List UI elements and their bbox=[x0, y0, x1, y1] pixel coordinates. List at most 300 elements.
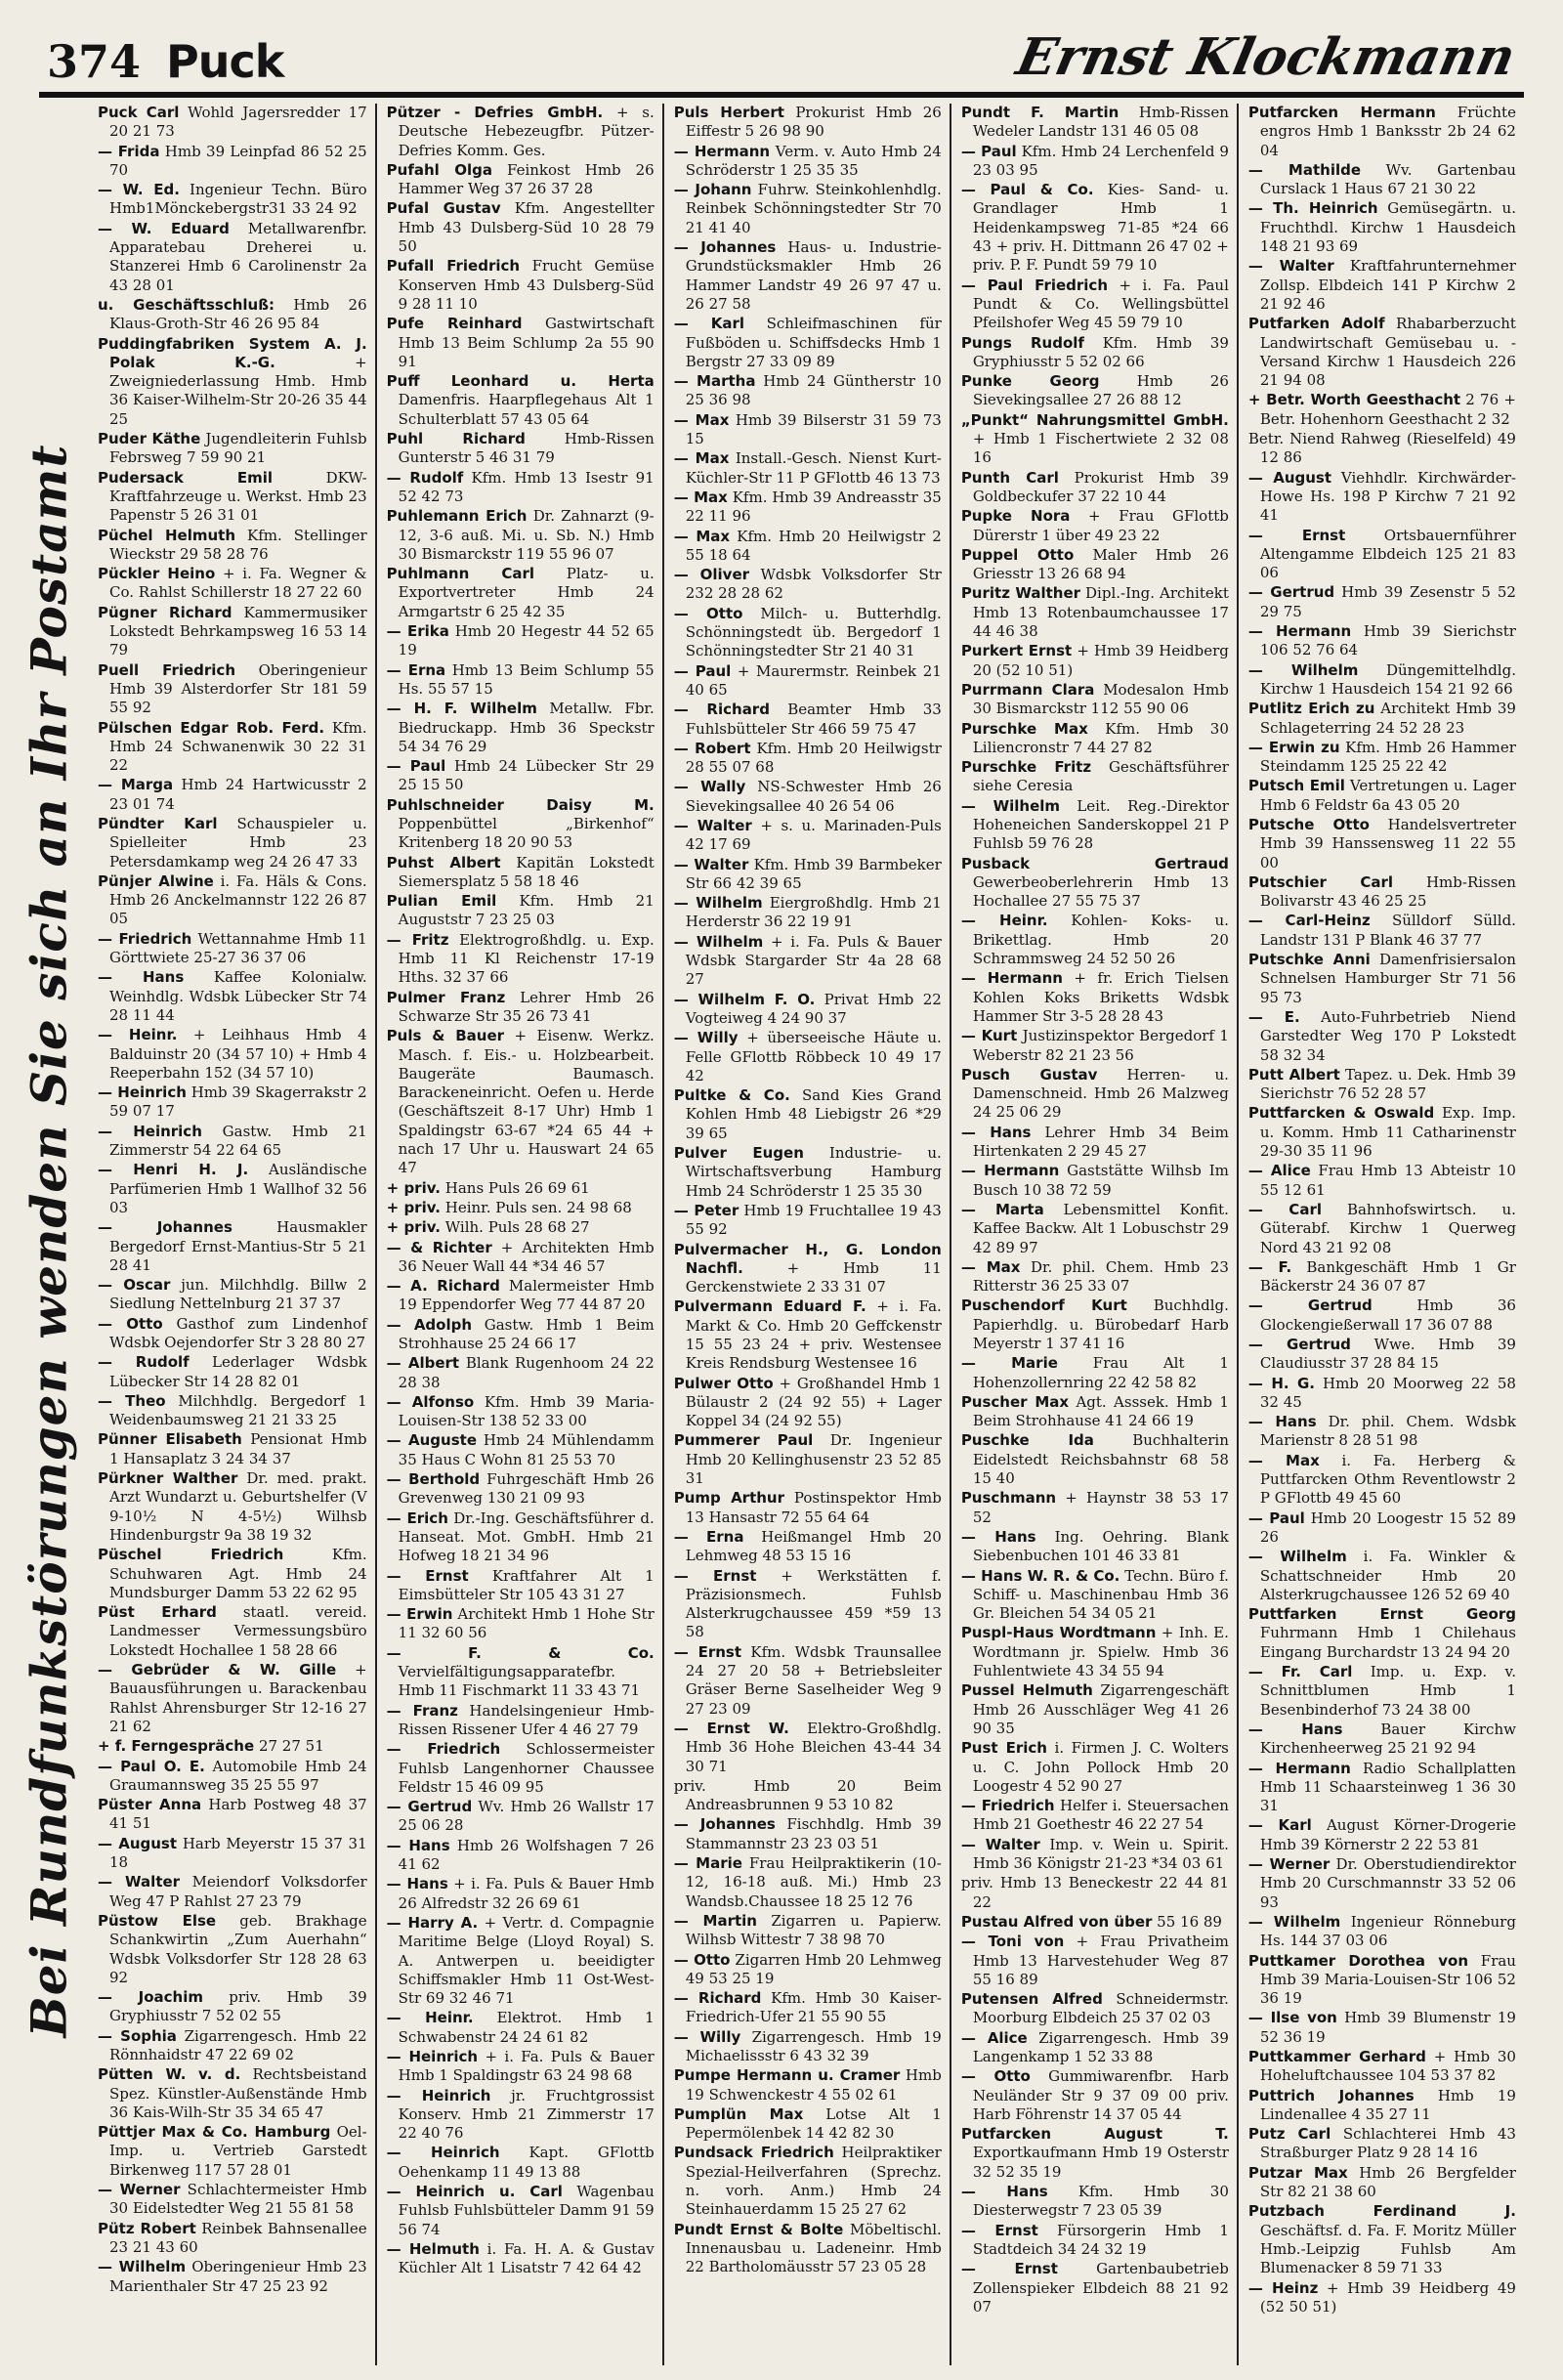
entry-name: — Hans bbox=[1247, 1720, 1343, 1738]
directory-entry bbox=[1248, 1066, 1516, 1104]
entry-details: Dr. Zahnarzt (9-12, 3-6 auß. Mi. u. Sb. N.) Hmb 30 Bismarckstr 119 55 96 07 bbox=[398, 507, 655, 563]
entry-name: — Wilhelm F. O. bbox=[673, 990, 816, 1008]
entry-details: Hmb 20 Loogestr 15 52 89 26 bbox=[1259, 1509, 1516, 1546]
entry-name: + f. Ferngespräche bbox=[98, 1737, 255, 1756]
directory-entry bbox=[1248, 1548, 1516, 1604]
entry-name: — Ilse von bbox=[1247, 2009, 1337, 2027]
entry-name: — Willy bbox=[673, 2027, 741, 2046]
entry-name: Putt Albert bbox=[1247, 1065, 1340, 1084]
entry-name: + priv. bbox=[386, 1198, 441, 1216]
entry-name: — Hans bbox=[386, 1875, 448, 1893]
directory-entry bbox=[387, 1702, 655, 1740]
directory-entry bbox=[961, 1201, 1229, 1257]
entry-details: i. Fa. Häls & Cons. Hmb 26 Anckelmannstr 122 26 87 05 bbox=[109, 871, 367, 928]
directory-entry bbox=[387, 1393, 655, 1431]
entry-name: Pülschen Edgar Rob. Ferd. bbox=[98, 718, 325, 737]
directory-entry bbox=[387, 565, 655, 621]
entry-name: Pultke & Co. bbox=[673, 1086, 790, 1105]
directory-entry bbox=[98, 930, 367, 968]
entry-details: Wwe. Hmb 39 Claudiusstr 37 28 84 15 bbox=[1259, 1336, 1516, 1373]
entry-details: Herren- u. Damenschneid. Hmb 26 Malzweg 24 25 06 29 bbox=[972, 1065, 1229, 1122]
entry-name: Purschke Fritz bbox=[960, 758, 1092, 777]
entry-name: Putlitz Erich zu bbox=[1247, 700, 1375, 718]
directory-entry bbox=[1248, 700, 1516, 738]
entry-name: — Frida bbox=[98, 142, 160, 160]
entry-details: + i. Fa. Wegner & Co. Rahlst Schillerstr 18 27 22 60 bbox=[109, 565, 367, 602]
entry-details: + Vertr. d. Compagnie Maritime Belge (Lloyd Royal) S. A. Antwerpen u. beeidigter Schiffsmakler Hmb 11 Ost-West-Str 69 32 46 71 bbox=[398, 1913, 655, 2008]
entry-details: Früchte engros Hmb 1 Banksstr 2b 24 62 04 bbox=[1259, 104, 1516, 159]
directory-entry bbox=[674, 894, 942, 932]
directory-entry bbox=[98, 604, 367, 660]
entry-details: Betr. Niend Rahweg (Rieselfeld) 49 12 86 bbox=[1247, 430, 1516, 467]
entry-details: Schneidermstr. Moorburg Elbdeich 25 37 02 03 bbox=[972, 1990, 1229, 2027]
directory-entry bbox=[98, 968, 367, 1025]
entry-details: Pensionat Hmb 1 Hansaplatz 3 24 34 37 bbox=[109, 1430, 367, 1467]
directory-entry bbox=[98, 2027, 367, 2065]
entry-name: + priv. bbox=[386, 1178, 441, 1197]
directory-entry bbox=[961, 1624, 1229, 1680]
entry-details: i. Fa. Winkler & Schattschneider Hmb 20 Alsterkrugchaussee 126 52 69 40 bbox=[1259, 1548, 1516, 1603]
entry-name: Puttfarken Ernst Georg bbox=[1247, 1605, 1516, 1624]
entry-details: Wettannahme Hmb 11 Görttwiete 25-27 36 37 06 bbox=[109, 929, 367, 967]
entry-details: Exportkaufmann Hmb 19 Osterstr 32 52 35 19 bbox=[972, 2144, 1229, 2181]
entry-details: 2 76 + Betr. Hohenhorn Geesthacht 2 32 bbox=[1259, 391, 1516, 428]
directory-entry bbox=[674, 1854, 942, 1911]
entry-details: Kfm. Hmb 30 Diesterwegstr 7 23 05 39 bbox=[972, 2183, 1229, 2220]
entry-name: Puttrich Johannes bbox=[1247, 2086, 1415, 2104]
entry-name: Pufal Gustav bbox=[386, 199, 501, 218]
directory-entry bbox=[1248, 2009, 1516, 2047]
entry-name: — Robert bbox=[673, 739, 751, 757]
entry-name: + priv. bbox=[386, 1218, 441, 1237]
entry-name: Pützer - Defries GmbH. bbox=[386, 104, 604, 121]
entry-name: — Wilhelm bbox=[1247, 660, 1359, 679]
directory-column-2 bbox=[375, 104, 662, 2365]
directory-entry bbox=[387, 507, 655, 564]
entry-details: Dr. Oberstudiendirektor Hmb 20 Curschmannstr 33 52 06 93 bbox=[1259, 1855, 1516, 1911]
directory-entry bbox=[961, 1393, 1229, 1431]
entry-name: — Marta bbox=[960, 1200, 1044, 1218]
entry-details: Sand Kies Grand Kohlen Hmb 48 Liebigstr 26 *29 39 65 bbox=[685, 1086, 942, 1142]
directory-entry bbox=[674, 315, 942, 371]
entry-details: Wv. Gartenbau Curslack 1 Haus 67 21 30 22 bbox=[1259, 160, 1516, 198]
entry-details: Kfm. Hmb 26 Hammer Steindamm 125 25 22 42 bbox=[1259, 738, 1516, 776]
entry-details: Schlossermeister Fuhlsb Langenhorner Chaussee Feldstr 15 46 09 95 bbox=[398, 1740, 655, 1796]
entry-details: Rhabarberzucht Landwirtschaft Gemüsebau u. -Versand Kirchw 1 Hausdeich 226 21 94 08 bbox=[1259, 315, 1516, 390]
entry-details: i. Fa. H. A. & Gustav Küchler Alt 1 Lisatstr 7 42 64 42 bbox=[398, 2239, 655, 2277]
directory-entry bbox=[1248, 816, 1516, 872]
entry-name: Pünner Elisabeth bbox=[98, 1430, 242, 1449]
directory-entry bbox=[1248, 2087, 1516, 2125]
entry-name: — Ernst bbox=[960, 2260, 1058, 2278]
directory-entry bbox=[1248, 951, 1516, 1007]
directory-entry bbox=[1248, 430, 1516, 468]
directory-entry bbox=[98, 1123, 367, 1161]
directory-entry bbox=[387, 2087, 655, 2144]
entry-details: Gastw. Hmb 1 Beim Strohhause 25 24 66 17 bbox=[398, 1315, 655, 1352]
entry-name: — Ernst W. bbox=[673, 1719, 789, 1737]
entry-name: — Heinrich bbox=[386, 2047, 479, 2065]
entry-name: Püstow Else bbox=[98, 1911, 217, 1930]
entry-name: Punth Carl bbox=[960, 468, 1059, 487]
directory-entry bbox=[961, 2125, 1229, 2182]
entry-details: + Architekten Hmb 36 Neuer Wall 44 *34 46 57 bbox=[398, 1238, 655, 1275]
entry-name: Puhlmann Carl bbox=[386, 565, 535, 583]
page-number: 374 bbox=[47, 35, 142, 88]
directory-entry bbox=[674, 1431, 942, 1488]
entry-details: Harb Postweg 48 37 41 51 bbox=[109, 1796, 367, 1833]
entry-name: — Oscar bbox=[98, 1276, 171, 1295]
entry-details: August Körner-Drogerie Hmb 39 Körnerstr 2 22 53 81 bbox=[1259, 1816, 1516, 1853]
directory-entry bbox=[674, 740, 942, 778]
entry-name: — Otto bbox=[960, 2067, 1031, 2086]
entry-details: Wagenbau Fuhlsb Fuhlsbütteler Damm 91 59 56 74 bbox=[398, 2183, 655, 2238]
entry-details: Kfm. Hmb 39 Andreasstr 35 22 11 96 bbox=[685, 488, 942, 526]
entry-name: Pump Arthur bbox=[673, 1489, 785, 1508]
directory-entry bbox=[961, 1296, 1229, 1353]
entry-name: Puppel Otto bbox=[960, 545, 1075, 564]
entry-name: — Werner bbox=[1247, 1855, 1331, 1874]
directory-entry bbox=[1248, 257, 1516, 314]
directory-entry bbox=[98, 2123, 367, 2180]
entry-details: Zigarrengesch. Hmb 22 Rönnhaidstr 47 22 69 02 bbox=[109, 2026, 367, 2063]
directory-entry bbox=[387, 1875, 655, 1913]
entry-name: — Karl bbox=[673, 315, 745, 333]
entry-name: Puschke Ida bbox=[960, 1431, 1094, 1450]
entry-name: — A. Richard bbox=[386, 1277, 500, 1296]
directory-entry bbox=[98, 335, 367, 429]
entry-name: — Johann bbox=[673, 181, 752, 199]
entry-name: — August bbox=[98, 1834, 178, 1852]
entry-details: Wilh. Puls 28 68 27 bbox=[444, 1218, 590, 1237]
entry-details: Hmb 39 Bilserstr 31 59 73 15 bbox=[685, 410, 942, 448]
entry-details: Ing. Oehring. Blank Siebenbuchen 101 46 33 81 bbox=[972, 1527, 1229, 1565]
directory-entry bbox=[98, 2181, 367, 2219]
entry-details: Dr. Ingenieur Hmb 20 Kellinghusenstr 23 52 85 31 bbox=[685, 1431, 942, 1488]
entry-details: Ausländische Parfümerien Hmb 1 Wallhof 32 56 03 bbox=[109, 1161, 367, 1216]
directory-entry bbox=[98, 296, 367, 334]
directory-entry bbox=[387, 854, 655, 892]
entry-details: Bahnhofswirtsch. u. Güterabf. Kirchw 1 Querweg Nord 43 21 92 08 bbox=[1259, 1200, 1516, 1256]
directory-entry bbox=[387, 2240, 655, 2278]
directory-entry bbox=[387, 622, 655, 660]
directory-entry bbox=[674, 528, 942, 566]
directory-entry bbox=[1248, 739, 1516, 777]
directory-entry bbox=[674, 2221, 942, 2277]
entry-details: Harb Meyerstr 15 37 31 18 bbox=[109, 1834, 367, 1872]
entry-details: Justizinspektor Bergedorf 1 Weberstr 82 21 23 56 bbox=[972, 1027, 1229, 1064]
directory-entry bbox=[387, 257, 655, 314]
entry-name: — Alice bbox=[1247, 1162, 1311, 1180]
entry-name: — Harry A. bbox=[386, 1913, 479, 1932]
entry-details: Zigarren Hmb 20 Lehmweg 49 53 25 19 bbox=[685, 1950, 942, 1987]
entry-name: — Marga bbox=[98, 776, 174, 794]
directory-entry bbox=[674, 489, 942, 527]
entry-name: — Hans bbox=[960, 2183, 1048, 2201]
entry-details: + s. Deutsche Hebezeugfbr. Pützer-Defries Komm. Ges. bbox=[398, 104, 655, 159]
directory-entry bbox=[674, 662, 942, 701]
entry-details: Zigarrengesch. Hmb 19 Michaelissstr 6 43 32 39 bbox=[685, 2027, 942, 2064]
entry-name: — Ernst bbox=[673, 1642, 742, 1661]
directory-entry bbox=[1248, 661, 1516, 700]
entry-details: Geschäftsf. d. Fa. F. Moritz Müller Hmb.-Leipzig Fuhlsb Am Blumenacker 8 59 71 33 bbox=[1259, 2221, 1516, 2277]
entry-name: Pundsack Friedrich bbox=[673, 2144, 834, 2162]
entry-details: priv. Hmb 20 Beim Andreasbrunnen 9 53 10 82 bbox=[673, 1776, 942, 1814]
entry-details: Gastwirtschaft Hmb 13 Beim Schlump 2a 55 90 91 bbox=[398, 315, 655, 370]
directory-entry bbox=[1248, 2164, 1516, 2202]
entry-details: Hmb 26 Sievekingsallee 27 26 88 12 bbox=[972, 372, 1229, 409]
entry-details: Hausmakler Bergedorf Ernst-Mantius-Str 5 21 28 41 bbox=[109, 1218, 367, 1274]
entry-details: Elektrogroßhdlg. u. Exp. Hmb 11 Kl Reichenstr 17-19 Hths. 32 37 66 bbox=[398, 930, 655, 987]
entry-name: — Walter bbox=[673, 816, 752, 834]
directory-entry bbox=[1248, 161, 1516, 199]
entry-details: Wohld Jagersredder 17 20 21 73 bbox=[109, 104, 367, 141]
entry-details: Hmb 24 Mühlendamm 35 Haus C Wohn 81 25 53 70 bbox=[398, 1431, 655, 1468]
entry-details: Hmb 24 Hartwicusstr 2 23 01 74 bbox=[109, 776, 367, 813]
entry-details: Metallwarenfbr. Apparatebau Dreherei u. Stanzerei Hmb 6 Carolinenstr 2a 43 28 01 bbox=[109, 219, 367, 294]
directory-entry bbox=[674, 1951, 942, 1989]
page-header bbox=[39, 21, 1524, 90]
entry-name: Puck Carl bbox=[98, 104, 180, 121]
directory-entry bbox=[1248, 583, 1516, 621]
entry-details: Rechtsbeistand Spez. Künstler-Außenstände Hmb 36 Kais-Wilh-Str 35 34 65 47 bbox=[109, 2065, 367, 2121]
entry-details: Hmb 26 Klaus-Groth-Str 46 26 95 84 bbox=[109, 295, 367, 333]
entry-details: Gemüsegärtn. u. Fruchthdl. Kirchw 1 Hausdeich 148 21 93 69 bbox=[1259, 199, 1516, 256]
entry-name: Puttfarcken & Oswald bbox=[1247, 1104, 1435, 1123]
entry-details: Hmb 24 Güntherstr 10 25 36 98 bbox=[685, 372, 942, 409]
entry-details: Elektrot. Hmb 1 Schwabenstr 24 24 61 82 bbox=[398, 2009, 655, 2046]
directory-entry bbox=[961, 969, 1229, 1026]
directory-entry bbox=[1248, 1605, 1516, 1662]
entry-details: + i. Fa. Paul Pundt & Co. Wellingsbüttel Pfeilshofer Weg 45 59 79 10 bbox=[972, 276, 1229, 332]
directory-entry bbox=[961, 1027, 1229, 1065]
entry-details: Beamter Hmb 33 Fuhlsbütteler Str 466 59 75 47 bbox=[685, 701, 942, 738]
entry-name: Pulian Emil bbox=[386, 892, 497, 911]
directory-entry bbox=[674, 856, 942, 894]
entry-details: Lebensmittel Konfit. Kaffee Backw. Alt 1 Lobuschstr 29 42 89 97 bbox=[972, 1200, 1229, 1256]
entry-name: Putschke Anni bbox=[1247, 951, 1371, 969]
directory-entry bbox=[961, 1990, 1229, 2028]
entry-details: Kfm. Wdsbk Traunsallee 24 27 20 58 + Betriebsleiter Gräser Berne Saselheider Weg 9 27 23 09 bbox=[685, 1642, 942, 1718]
entry-name: — Werner bbox=[98, 2181, 181, 2199]
directory-entry bbox=[961, 2029, 1229, 2067]
directory-entry bbox=[1248, 622, 1516, 660]
entry-name: Pumplün Max bbox=[673, 2104, 804, 2123]
directory-entry bbox=[674, 1528, 942, 1566]
entry-details: Hmb 36 Glockengießerwall 17 36 07 88 bbox=[1259, 1296, 1516, 1334]
entry-name: — Paul O. E. bbox=[98, 1757, 205, 1775]
entry-details: Privat Hmb 22 Vogteiweg 4 24 90 37 bbox=[685, 990, 942, 1027]
entry-details: Hmb 20 Hegestr 44 52 65 19 bbox=[398, 622, 655, 659]
directory-entry bbox=[98, 1392, 367, 1430]
entry-name: Püst Erhard bbox=[98, 1603, 217, 1622]
directory-entry bbox=[674, 778, 942, 816]
entry-name: — Richard bbox=[673, 1989, 762, 2008]
entry-name: Pusback Gertraud bbox=[960, 854, 1229, 872]
entry-details: Düngemittelhdlg. Kirchw 1 Hausdeich 154 21 92 66 bbox=[1259, 660, 1516, 698]
entry-name: Puspl-Haus Wordtmann bbox=[960, 1624, 1157, 1642]
directory-entry bbox=[1248, 1509, 1516, 1548]
entry-details: Gummiwarenfbr. Harb Neuländer Str 9 37 09 00 priv. Harb Föhrenstr 14 37 05 44 bbox=[972, 2067, 1229, 2123]
entry-details: Imp. v. Wein u. Spirit. Hmb 36 Königstr 21-23 *34 03 61 bbox=[972, 1835, 1229, 1873]
entry-name: — Hermann bbox=[673, 142, 771, 160]
entry-details: Helfer i. Steuersachen Hmb 21 Goethestr 46 22 27 54 bbox=[972, 1797, 1229, 1834]
entry-details: Kohlen- Koks- u. Brikettlag. Hmb 20 Schrammsweg 24 52 50 26 bbox=[972, 912, 1229, 968]
entry-details: Metallw. Fbr. Biedruckapp. Hmb 36 Speckstr 54 34 76 29 bbox=[398, 700, 655, 755]
entry-name: Putfarcken August T. bbox=[960, 2125, 1229, 2144]
entry-name: Purschke Max bbox=[960, 719, 1088, 738]
directory-entry bbox=[674, 1912, 942, 1950]
entry-name: — Hans bbox=[386, 1836, 450, 1854]
entry-details: Eiergroßhdlg. Hmb 21 Herderstr 36 22 19 91 bbox=[685, 894, 942, 931]
entry-name: Pummerer Paul bbox=[673, 1431, 814, 1450]
entry-details: Exp. Imp. u. Komm. Hmb 11 Catharinenstr 29-30 35 11 96 bbox=[1259, 1104, 1516, 1161]
directory-entry bbox=[387, 1914, 655, 2008]
entry-name: — Walter bbox=[98, 1873, 181, 1891]
entry-details: Tapez. u. Dek. Hmb 39 Sierichstr 76 52 28 57 bbox=[1259, 1065, 1516, 1103]
directory-entry bbox=[98, 1430, 367, 1468]
directory-entry bbox=[387, 2048, 655, 2086]
directory-entry bbox=[961, 2222, 1229, 2260]
entry-name: — Wilhelm bbox=[673, 932, 764, 951]
entry-name: — Otto bbox=[673, 604, 743, 622]
entry-name: Putzar Max bbox=[1247, 2163, 1348, 2182]
page-headword: Puck bbox=[166, 35, 284, 88]
entry-details: Wdsbk Volksdorfer Str 232 28 28 62 bbox=[685, 566, 942, 603]
entry-name: — Th. Heinrich bbox=[1247, 199, 1378, 218]
entry-name: Putz Carl bbox=[1247, 2125, 1331, 2144]
entry-name: Pückler Heino bbox=[98, 565, 216, 583]
entry-details: Hmb 13 Beim Schlump 55 Hs. 55 57 15 bbox=[398, 660, 655, 698]
entry-details: Kfm. Angestellter Hmb 43 Dulsberg-Süd 10 28 79 50 bbox=[398, 199, 655, 256]
entry-name: — Paul Friedrich bbox=[960, 276, 1109, 294]
entry-details: Feinkost Hmb 26 Hammer Weg 37 26 37 28 bbox=[398, 160, 655, 198]
entry-name: Punke Georg bbox=[960, 372, 1100, 391]
entry-details: Imp. u. Exp. v. Schnittblumen Hmb 1 Besenbinderhof 73 24 38 00 bbox=[1259, 1663, 1516, 1719]
entry-name: Putfarken Adolf bbox=[1247, 315, 1385, 333]
directory-entry bbox=[961, 1739, 1229, 1796]
directory-entry bbox=[1248, 199, 1516, 256]
directory-entry bbox=[961, 143, 1229, 181]
directory-entry bbox=[674, 1489, 942, 1527]
entry-name: u. Geschäftsschluß: bbox=[98, 295, 275, 314]
directory-entry bbox=[387, 1218, 655, 1237]
entry-details: Kraftfahrunternehmer Zollsp. Elbdeich 141 P Kirchw 2 21 92 46 bbox=[1259, 257, 1516, 313]
entry-name: — Carl bbox=[1247, 1200, 1322, 1218]
entry-details: Gewerbeoberlehrerin Hmb 13 Hochallee 27 55 75 37 bbox=[972, 872, 1229, 911]
entry-details: Frucht Gemüse Konserven Hmb 43 Dulsberg-Süd 9 28 11 10 bbox=[398, 257, 655, 313]
directory-entry bbox=[961, 681, 1229, 719]
entry-name: Putsch Emil bbox=[1247, 777, 1345, 795]
directory-entry bbox=[961, 2067, 1229, 2124]
entry-details: Modesalon Hmb 30 Bismarckstr 112 55 90 06 bbox=[972, 680, 1229, 718]
entry-name: — E. bbox=[1247, 1007, 1300, 1026]
directory-entry bbox=[387, 1027, 655, 1177]
entry-name: Putensen Alfred bbox=[960, 1990, 1103, 2009]
directory-entry bbox=[98, 104, 367, 142]
entry-name: Pundt Ernst & Bolte bbox=[673, 2220, 844, 2238]
entry-name: Pulver Eugen bbox=[673, 1144, 804, 1163]
entry-details: Kfm. Schuhwaren Agt. Hmb 24 Mundsburger Damm 53 22 62 95 bbox=[109, 1546, 367, 1601]
directory-entry bbox=[98, 1353, 367, 1391]
directory-entry bbox=[98, 1276, 367, 1314]
entry-name: — Erna bbox=[386, 660, 446, 679]
entry-details: Hmb 26 Bergfelder Str 82 21 38 60 bbox=[1259, 2163, 1516, 2201]
entry-name: — Wally bbox=[673, 778, 746, 796]
entry-details: Radio Schallplatten Hmb 11 Schaarsteinweg 1 36 30 31 bbox=[1259, 1759, 1516, 1815]
entry-details: Maler Hmb 26 Griesstr 13 26 68 94 bbox=[972, 545, 1229, 583]
entry-name: Puscher Max bbox=[960, 1392, 1070, 1411]
entry-name: — Joachim bbox=[98, 1988, 204, 2007]
entry-details: Damenfrisiersalon Schnelsen Hamburger Str 71 56 95 73 bbox=[1259, 951, 1516, 1006]
directory-entry bbox=[674, 991, 942, 1029]
entry-details: + i. Fa. Puls & Bauer Hmb 1 Spaldingstr 63 24 98 68 bbox=[398, 2047, 655, 2085]
entry-name: Purkert Ernst bbox=[960, 642, 1073, 660]
directory-entry bbox=[674, 1144, 942, 1201]
entry-details: Platz- u. Exportvertreter Hmb 24 Armgartstr 6 25 42 35 bbox=[398, 565, 655, 620]
entry-details: Kfm. Hmb 13 Isestr 91 52 42 73 bbox=[398, 468, 655, 505]
entry-name: — Heinrich bbox=[386, 2144, 500, 2162]
entry-details: Kapt. GFlottb Oehenkamp 11 49 13 88 bbox=[398, 2144, 655, 2181]
directory-entry bbox=[98, 2065, 367, 2122]
directory-entry bbox=[98, 776, 367, 814]
entry-name: Puddingfabriken System A. J. Polak K.-G. bbox=[98, 334, 367, 371]
directory-entry bbox=[674, 1241, 942, 1297]
entry-name: — Johannes bbox=[673, 238, 777, 257]
entry-name: — Max bbox=[960, 1257, 1021, 1276]
directory-entry bbox=[961, 1681, 1229, 1738]
entry-name: — Heinr. bbox=[98, 1026, 178, 1044]
entry-details: Hmb-Rissen Gunterstr 5 46 31 79 bbox=[398, 430, 655, 467]
directory-entry bbox=[387, 1179, 655, 1198]
entry-name: Puell Friedrich bbox=[98, 660, 236, 679]
directory-entry bbox=[1248, 1375, 1516, 1413]
entry-name: — Wilhelm bbox=[673, 894, 763, 913]
directory-entry bbox=[387, 1798, 655, 1836]
entry-name: Pulvermann Eduard F. bbox=[673, 1297, 866, 1316]
entry-details: Prokurist Hmb 26 Eiffestr 5 26 98 90 bbox=[685, 104, 942, 141]
entry-details: Milch- u. Butterhdlg. Schönningstedt üb. Bergedorf 1 Schönningstedter Str 21 40 31 bbox=[685, 604, 942, 660]
entry-name: — Heinrich bbox=[98, 1122, 202, 1140]
entry-name: — Hans bbox=[960, 1527, 1036, 1546]
entry-details: + fr. Erich Tielsen Kohlen Koks Briketts Wdsbk Hammer Str 3-5 28 28 43 bbox=[972, 969, 1229, 1025]
entry-name: — F. bbox=[1247, 1257, 1292, 1276]
directory-entry bbox=[1248, 1721, 1516, 1759]
entry-details: Viehhdlr. Kirchwärder-Howe Hs. 198 P Kirchw 7 21 92 41 bbox=[1259, 468, 1516, 525]
entry-name: — Otto bbox=[98, 1314, 163, 1333]
entry-name: — Ernst bbox=[386, 1566, 469, 1585]
directory-entry bbox=[98, 1603, 367, 1660]
entry-name: — Gertrud bbox=[386, 1798, 473, 1816]
directory-entry bbox=[387, 796, 655, 853]
directory-entry bbox=[98, 1737, 367, 1756]
entry-name: — Alice bbox=[960, 2028, 1028, 2047]
entry-details: Techn. Büro f. Schiff- u. Maschinenbau Hmb 36 Gr. Bleichen 54 34 05 21 bbox=[972, 1566, 1229, 1623]
entry-details: + i. Fa. Puls & Bauer Wdsbk Stargarder Str 4a 28 68 27 bbox=[685, 932, 942, 989]
entry-name: — Friedrich bbox=[960, 1797, 1055, 1815]
entry-details: + Haynstr 38 53 17 52 bbox=[972, 1489, 1229, 1526]
entry-name: — Paul & Co. bbox=[960, 181, 1094, 199]
entry-details: + Großhandel Hmb 1 Bülaustr 2 (24 92 55) + Lager Koppel 34 (24 92 55) bbox=[685, 1374, 942, 1430]
entry-details: Hmb 39 Skagerrakstr 2 59 07 17 bbox=[109, 1084, 367, 1121]
entry-details: NS-Schwester Hmb 26 Sievekingsallee 40 26 54 06 bbox=[685, 778, 942, 815]
side-advertisement-band bbox=[20, 127, 78, 2355]
entry-name: — Wilhelm bbox=[1247, 1912, 1341, 1931]
entry-details: Hmb 19 Lindenallee 4 35 27 11 bbox=[1259, 2086, 1516, 2123]
directory-entry bbox=[961, 855, 1229, 912]
entry-name: Pustau Alfred von über bbox=[960, 1912, 1153, 1931]
directory-entry bbox=[98, 469, 367, 526]
